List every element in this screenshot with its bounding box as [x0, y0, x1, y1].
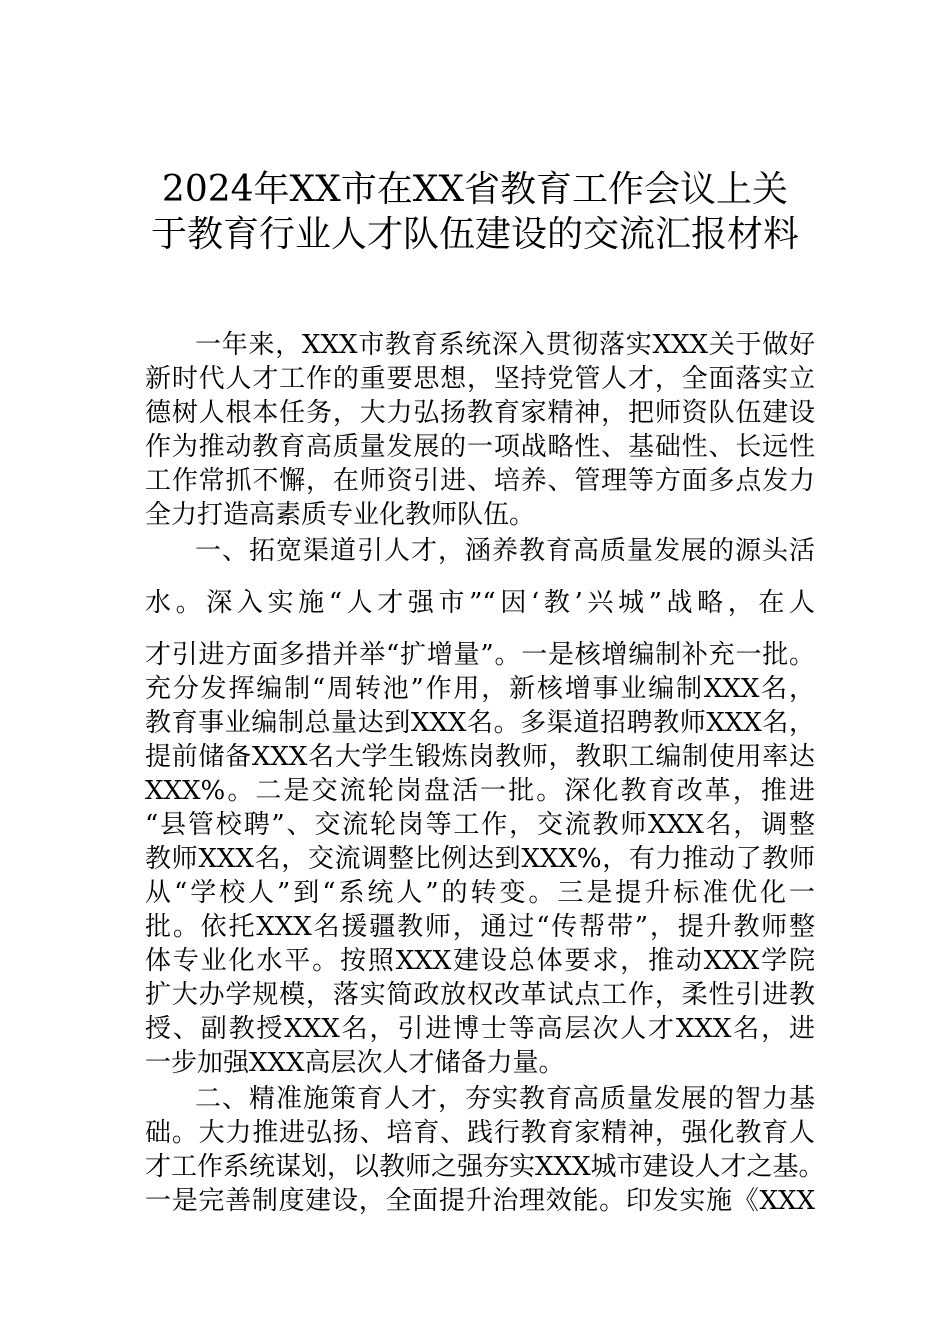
body-line: 教育事业编制总量达到XXX名。多渠道招聘教师XXX名， [145, 708, 815, 738]
body-line: 工作常抓不懈，在师资引进、培养、管理等方面多点发力 [145, 466, 815, 496]
body-line: 才工作系统谋划，以教师之强夯实XXX城市建设人才之基。 [145, 1152, 825, 1182]
body-line: 全力打造高素质专业化教师队伍。 [145, 500, 536, 530]
body-line: 一年来，XXX市教育系统深入贯彻落实XXX关于做好 [195, 330, 815, 360]
document-title-line-2: 于教育行业人才队伍建设的交流汇报材料 [150, 214, 799, 255]
body-line: 从“学校人”到“系统人”的转变。三是提升标准优化一 [145, 878, 815, 908]
body-line: 教师XXX名，交流调整比例达到XXX%，有力推动了教师 [145, 844, 815, 874]
body-line: 授、副教授XXX名，引进博士等高层次人才XXX名，进 [145, 1014, 815, 1044]
body-line: 新时代人才工作的重要思想，坚持党管人才，全面落实立 [145, 364, 815, 394]
body-line: 础。大力推进弘扬、培育、践行教育家精神，强化教育人 [145, 1118, 815, 1148]
body-line: XXX%。二是交流轮岗盘活一批。深化教育改革，推进 [145, 776, 815, 806]
body-line: 一步加强XXX高层次人才储备力量。 [145, 1048, 565, 1078]
body-line: 作为推动教育高质量发展的一项战略性、基础性、长远性 [145, 432, 815, 462]
body-line: 扩大办学规模，落实简政放权改革试点工作，柔性引进教 [145, 980, 815, 1010]
body-line: 二、精准施策育人才，夯实教育高质量发展的智力基 [195, 1084, 815, 1114]
body-line: 批。依托XXX名援疆教师，通过“传帮带”，提升教师整 [145, 912, 815, 942]
body-line: “县管校聘”、交流轮岗等工作，交流教师XXX名，调整 [145, 810, 815, 840]
body-line: 水。深入实施“人才强市”“因‘教’兴城”战略，在人 [145, 588, 815, 618]
document-title-line-1: 2024年XX市在XX省教育工作会议上关 [161, 169, 789, 210]
body-line: 一是完善制度建设，全面提升治理效能。印发实施《XXX [145, 1186, 815, 1216]
body-line: 充分发挥编制“周转池”作用，新核增事业编制XXX名， [145, 674, 815, 704]
body-line: 德树人根本任务，大力弘扬教育家精神，把师资队伍建设 [145, 398, 815, 428]
body-line: 一、拓宽渠道引人才，涵养教育高质量发展的源头活 [195, 536, 815, 566]
body-line: 提前储备XXX名大学生锻炼岗教师，教职工编制使用率达 [145, 742, 815, 772]
body-line: 体专业化水平。按照XXX建设总体要求，推动XXX学院 [145, 946, 815, 976]
body-line: 才引进方面多措并举“扩增量”。一是核增编制补充一批。 [145, 640, 815, 670]
